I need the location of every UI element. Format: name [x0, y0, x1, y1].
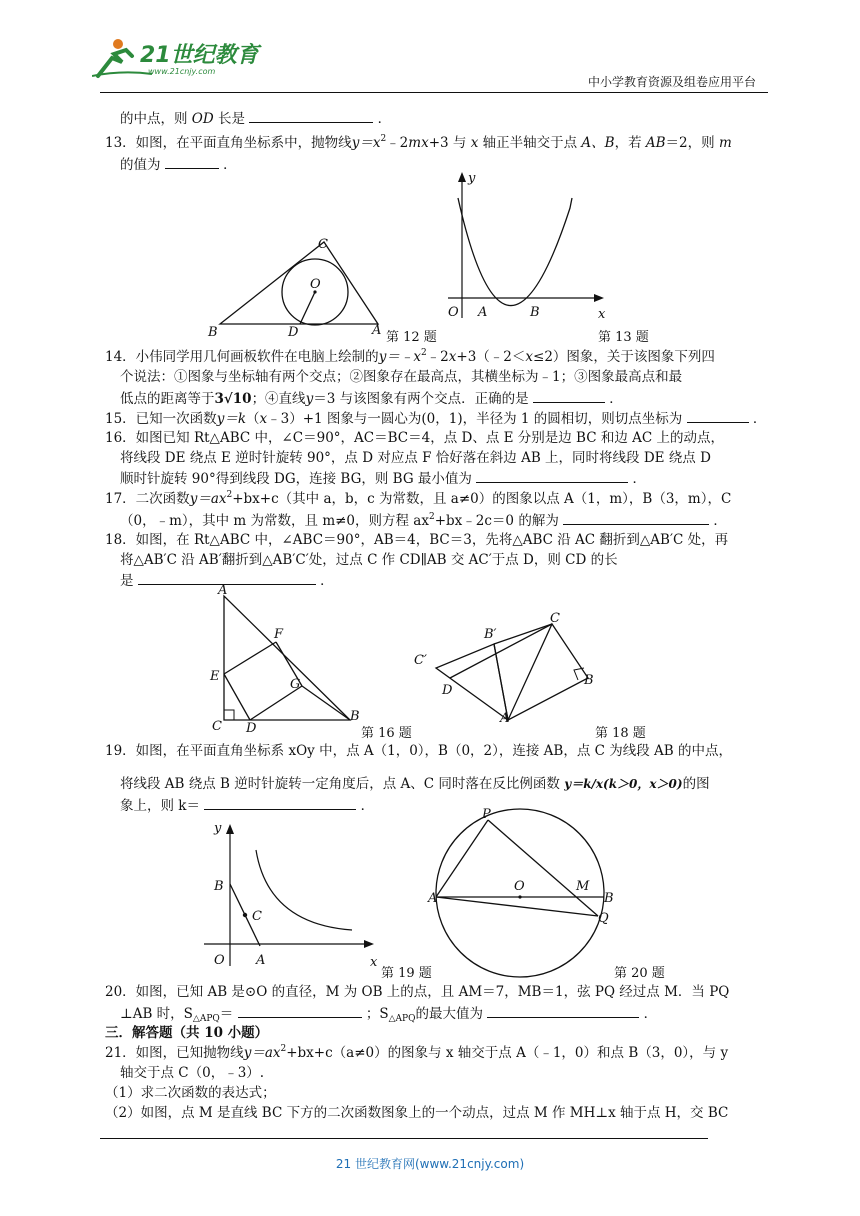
- q16-line3: 顺时针旋转 90°得到线段 DG，连接 BG，则 BG 最小值为 ．: [120, 471, 646, 487]
- svg-text:F: F: [274, 627, 284, 642]
- caption-12: 第 12 题: [386, 330, 437, 345]
- svg-text:A: A: [500, 711, 510, 726]
- q13-line2: 的值为 ．: [120, 157, 237, 173]
- figure-19-inverse-function: [196, 816, 386, 972]
- figure-20-circle-chords: [428, 808, 618, 964]
- svg-text:y: y: [468, 171, 476, 186]
- footer-rule: [100, 1138, 708, 1139]
- q12-tail: 的中点，则 OD 长是 ．: [120, 111, 392, 127]
- answer-blank: [533, 389, 605, 403]
- q13-line1: 13．如图，在平面直角坐标系中，抛物线$y=x^2﹣2mx+3$ 与 x 轴正半轴交于点 A、B，若 AB＝2，则 m: [105, 134, 732, 151]
- svg-text:O: O: [310, 277, 321, 292]
- q17-line1: 17．二次函数$y=ax^2+bx+c$（其中 a，b，c 为常数，且 a≠0）的图象以点 A（1，m），B（3，m），C: [105, 490, 732, 507]
- section-title: 三．解答题（共 10 小题）: [105, 1025, 269, 1041]
- q15-line: 15．已知一次函数y＝k（x﹣3）+1 图象与一圆心为(0，1)，半径为 1 的圆相切，则切点坐标为 ．: [105, 411, 767, 427]
- svg-text:www.21cnjy.com: www.21cnjy.com: [148, 67, 216, 76]
- svg-text:D: D: [246, 721, 257, 736]
- figure-18-folded-triangles: [410, 612, 600, 724]
- q14-line1: 14．小伟同学用几何画板软件在电脑上绘制的$y=﹣x^2﹣2x+3(﹣2<x\le 2)$图象，关于该图象下列四: [105, 348, 715, 365]
- svg-text:x: x: [370, 955, 378, 970]
- svg-text:D: D: [442, 683, 453, 698]
- caption-13: 第 13 题: [598, 330, 649, 345]
- svg-text:B: B: [350, 709, 360, 724]
- q18-line3: 是 ．: [120, 573, 334, 589]
- svg-text:M: M: [576, 879, 590, 894]
- svg-text:B: B: [530, 305, 540, 320]
- footer-link[interactable]: 21 世纪教育网(www.21cnjy.com): [335, 1157, 525, 1171]
- caption-19: 第 19 题: [381, 966, 432, 981]
- site-logo: [92, 36, 262, 80]
- svg-text:21世纪教育: 21世纪教育: [140, 43, 259, 68]
- q19-line1: 19．如图，在平面直角坐标系 xOy 中，点 A（1，0），B（0，2），连接 AB，点 C 为线段 AB 的中点，: [105, 743, 733, 759]
- caption-20: 第 20 题: [614, 966, 665, 981]
- svg-text:A: A: [218, 583, 228, 598]
- q21-line1: 21．如图，已知抛物线$y=ax^2+bx+c(a\ne 0)$的图象与 x 轴交于点 A（﹣1，0）和点 B（3，0），与 y: [105, 1044, 729, 1061]
- q16-line2: 将线段 DE 绕点 E 逆时针旋转 90°，点 D 对应点 F 恰好落在斜边 AB 上，同时将线段 DE 绕点 D: [120, 450, 711, 466]
- q21-line3: （1）求二次函数的表达式；: [105, 1085, 276, 1101]
- svg-text:A: A: [372, 323, 382, 338]
- svg-text:A: A: [478, 305, 488, 320]
- svg-text:y: y: [214, 821, 222, 836]
- svg-text:B: B: [208, 325, 218, 340]
- svg-text:C: C: [318, 237, 328, 252]
- caption-16: 第 16 题: [361, 726, 412, 741]
- svg-text:B′: B′: [484, 627, 497, 642]
- svg-text:G: G: [290, 677, 301, 692]
- answer-blank: [487, 1004, 639, 1018]
- platform-name: 中小学教育资源及组卷应用平台: [588, 75, 757, 89]
- q19-line3: 象上，则 k＝ ．: [120, 798, 375, 814]
- svg-text:P: P: [482, 807, 491, 822]
- q18-line2: 将△AB′C 沿 AB′翻折到△AB′C′处，过点 C 作 CD∥AB 交 AC′于点 D，则 CD 的长: [120, 552, 618, 568]
- svg-text:O: O: [214, 953, 225, 968]
- svg-text:x: x: [598, 307, 606, 322]
- q21-line2: 轴交于点 C（0，﹣3）.: [120, 1065, 265, 1081]
- figure-16-right-triangle: [208, 584, 368, 734]
- answer-blank: [476, 469, 628, 483]
- header-rule: [100, 92, 768, 93]
- q18-line1: 18．如图，在 Rt△ABC 中，∠ABC＝90°，AB＝4，BC＝3，先将△ABC 沿 AC 翻折到△AB′C 处，再: [105, 532, 729, 548]
- svg-text:B: B: [214, 879, 224, 894]
- q19-line2: 将线段 AB 绕点 B 逆时针旋转一定角度后，点 A、C 同时落在反比例函数 y＝k/x(k＞0，x＞0)的图: [120, 776, 710, 792]
- answer-blank: [563, 511, 709, 525]
- svg-text:C: C: [212, 719, 222, 734]
- q14-line2: 个说法：①图象与坐标轴有两个交点；②图象存在最高点，其横坐标为﹣1；③图象最高点和最: [120, 369, 683, 385]
- figure-12-circle-triangle: [200, 230, 390, 342]
- answer-blank: [238, 1004, 362, 1018]
- q16-line1: 16．如图已知 Rt△ABC 中，∠C＝90°，AC＝BC＝4，点 D、点 E 分别是边 BC 和边 AC 上的动点，: [105, 430, 725, 446]
- q17-line2: （0，﹣m），其中 m 为常数，且 m≠0，则方程 $ax^2+bx﹣2c=0$ 的解为 ．: [120, 512, 727, 529]
- q20-line2: ⊥AB 时，$S_{\triangle APQ}=$ ；$S_{\triangle APQ}$的最大值为 ．: [120, 1006, 658, 1024]
- svg-text:C′: C′: [414, 653, 427, 668]
- q21-line4: （2）如图，点 M 是直线 BC 下方的二次函数图象上的一个动点，过点 M 作 MH⊥x 轴于点 H，交 BC: [105, 1105, 729, 1121]
- svg-text:C: C: [252, 909, 262, 924]
- svg-text:Q: Q: [598, 911, 609, 926]
- svg-text:B: B: [604, 891, 614, 906]
- svg-text:A: A: [256, 953, 266, 968]
- answer-blank: [687, 409, 749, 423]
- svg-text:B: B: [584, 673, 594, 688]
- caption-18: 第 18 题: [595, 726, 646, 741]
- runner-logo-icon: [92, 36, 262, 80]
- svg-text:A: A: [428, 891, 438, 906]
- answer-blank: [204, 796, 356, 810]
- svg-text:E: E: [210, 669, 220, 684]
- svg-text:O: O: [448, 305, 459, 320]
- svg-text:C: C: [550, 611, 560, 626]
- answer-blank: [165, 155, 219, 169]
- q14-line3: 低点的距离等于3√10；④直线y＝3 与该图象有两个交点．正确的是 ．: [120, 391, 623, 407]
- answer-blank: [249, 109, 373, 123]
- figure-13-parabola: [440, 168, 610, 328]
- q20-line1: 20．如图，已知 AB 是⊙O 的直径，M 为 OB 上的点，且 AM＝7，MB＝1，弦 PQ 经过点 M．当 PQ: [105, 984, 730, 1000]
- svg-text:D: D: [288, 325, 299, 340]
- svg-text:O: O: [514, 879, 525, 894]
